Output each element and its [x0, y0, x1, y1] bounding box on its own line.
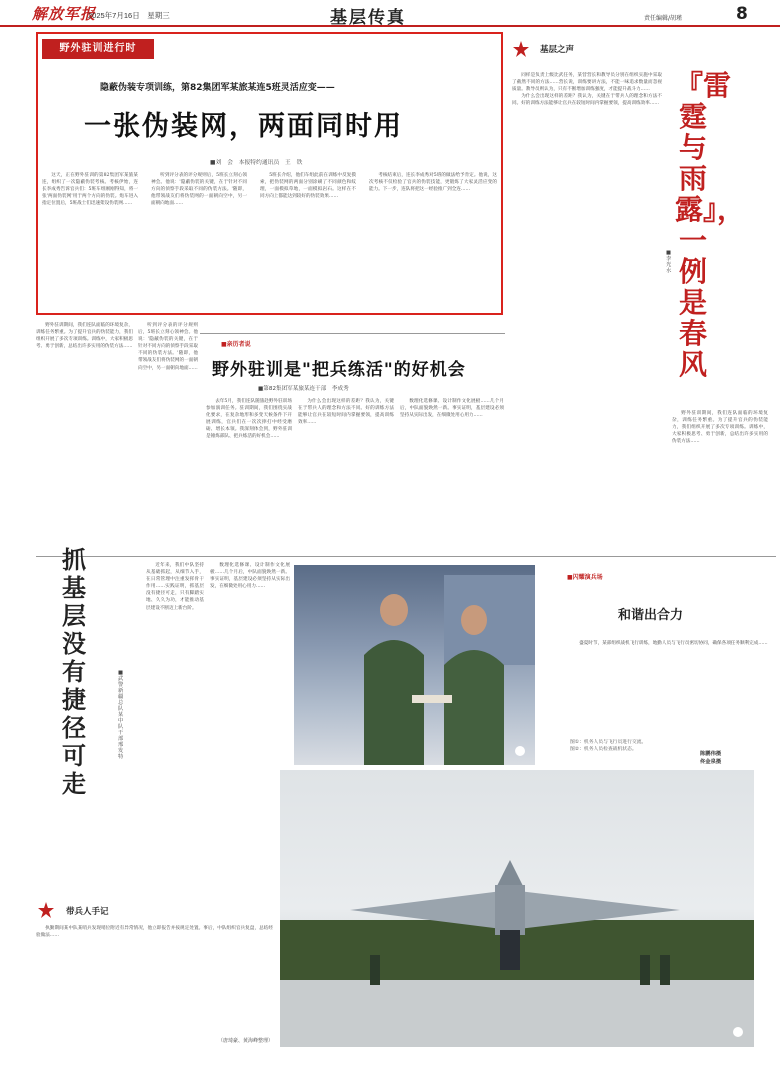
editor-credit: 责任编辑/胡瑾 [644, 15, 683, 22]
star-icon [36, 900, 62, 920]
lead-column-4: 考核结束后，连长李成秀对5班的做法给予肯定。他说，这次考核不仅检验了官兵的伪装技能，更锻炼了大家灵活应变的能力。下一步，连队将把这一经验推广到全连…… [369, 173, 497, 193]
photo-credits: 陈鹏伟摄 佟金泉摄 [700, 751, 722, 765]
left-vertical-headline: 抓基层没有捷径可走 [62, 546, 86, 798]
section-title: 基层传真 [330, 8, 406, 28]
feature-column-1: 去年5月，我们连队随旅赴野外驻训场参加演训任务。驻训期间，我们围绕实战化要求，在复杂地形和多变天候条件下开展训练，官兵们在一次次摔打中经受磨砺、增长本领。我深刻体会到，野外驻训是锤炼部队、把兵练活的好机会…… [206, 399, 292, 440]
flash-body: 盛夏时节，某部组织战机飞行训练，地勤人员与飞行员密切协同，确保各项任务顺利完成…… [579, 641, 768, 646]
lead-section-tag: 野外驻训进行时 [42, 39, 154, 59]
feature-column-2: 为什么会出现这样的差距？我认为，关键在于带兵人的理念和方法不同。好的训练方法能够让官兵在较短时间内掌握要领，提高训练效率…… [298, 399, 394, 426]
lead-byline: ■刘 会 本报特约通讯员 王 铁 [210, 160, 303, 166]
feature-headline: 野外驻训是"把兵练活"的好机会 [212, 360, 466, 380]
commander-notes-label: 带兵人手记 [66, 907, 109, 917]
feature-column-3: 数理化选修课、设计制作文化展板……几个月后，中队面貌焕然一新。事实证明，基层建设必须坚持从实际出发，在细微处用心用力…… [400, 399, 504, 419]
right-vertical-headline: 『雷霆与雨露』，一例是春风 [675, 69, 746, 381]
feature-byline: ■第82集团军某旅某连干部 李成秀 [258, 386, 349, 392]
left-column-body-2: 听到评分表的评分规则后，5班长立刻心领神会。他说：'隐蔽伪装的关键，在于针对不同方向的侦察手段采取不同的伪装方法。'随即，他带领战友们将伪装网的一面朝向空中，另一面朝向地面…… [138, 323, 198, 371]
flash-headline: 和谐出合力 [618, 608, 684, 623]
issue-date: 2025年7月16日 星期三 [88, 11, 170, 20]
page-header [0, 0, 780, 27]
left-lower-body-2: 数理化选修课、设计制作文化展板……几个月后，中队面貌焕然一新。事实证明，基层建设必须坚持从实际出发，在细微处用心用力…… [210, 563, 290, 590]
photo-officers [294, 565, 535, 765]
photo-caption: 图①：机务人员与飞行员进行交流。 图②：机务人员检查战机状态。 [570, 740, 647, 752]
lead-subtitle: 隐蔽伪装专项训练，第82集团军某旅某连5班灵活应变—— [100, 83, 335, 93]
right-column-body-2: 野外驻训期间，我们连队面临的环境复杂，训练任务繁重。为了提升官兵的伪装能力，我们组织开展了多次专项训练。训练中，大家积极思考、勇于创新，总结出许多实用的伪装方法…… [672, 411, 768, 445]
divider [36, 556, 776, 557]
lead-column-1: 这天，正在野外驻训的第82集团军某旅某连，组织了一次隐蔽伪装考核。考核伊始，连长李成秀告诉官兵们：5班车组刚刚得知，将一张'两面伪装网'用于两个方向的伪装。炮车进入指定位置后，5班战士们迅速架设伪装网…… [42, 173, 138, 207]
left-vertical-author: ■武警新疆总队某中队干部 邢发特 [118, 670, 129, 760]
left-column-body: 野外驻训期间，我们连队面临的环境复杂，训练任务繁重。为了提升官兵的伪装能力，我们组织开展了多次专项训练。训练中，大家积极思考、勇于创新，总结出许多实用的伪装方法…… [36, 323, 133, 350]
commander-notes-byline: （唐琦豪、黄海峰整理） [218, 1038, 274, 1044]
page-number: 8 [736, 4, 748, 24]
lead-column-3: 5班长介绍，他们车组此前在训练中反复摸索，把伪装网的两面分别涂刷了不同颜色和纹理，一面模拟草地，一面模拟岩石。这样在不同方向上都能达到较好的伪装效果…… [260, 173, 356, 200]
newspaper-masthead: 解放军报 [32, 5, 97, 23]
flash-section-tag: ■闪耀演兵场 [567, 574, 603, 581]
photo-fighter-jet [280, 770, 754, 1047]
divider [200, 333, 505, 334]
lead-headline: 一张伪装网，两面同时用 [84, 111, 403, 142]
lead-column-2: 听到评分表的评分规则后，5班长立刻心领神会。他说：'隐蔽伪装的关键，在于针对不同方向的侦察手段采取不同的伪装方法。'随即，他带领战友们将伪装网的一面朝向空中，另一面朝向地面…… [151, 173, 247, 207]
right-column-body: 同样是负责上级比武任务，某营营长和教导员分别在组织实施中采取了截然不同的方法……营长说，训练要讲方法，不能一味追求数量而忽视质量。教导员则认为，只有不断增加训练强度，才能提升战斗力…… 为什么会出现这样的差距？我认为，关键在于带兵人的理念和方法不同。好的训练方法能够让官兵在较短时间内掌握要领，提高训练效率…… [512, 73, 662, 107]
right-section-label: 基层之声 [540, 45, 575, 55]
commander-notes-body: 执勤期间某中队某哨兵发现哨位附近有异常情况，他立即报告并按规定处置。事后，中队组织官兵复盘，总结经验做法…… [36, 926, 273, 939]
feature-tag: ■亲历者说 [221, 341, 251, 348]
star-icon [512, 40, 530, 58]
right-vertical-author: ■李 光 水 [666, 250, 677, 274]
left-lower-body: 近年来，我们中队坚持从基础抓起，从细节入手，在日常管理中注重发挥骨干作用……实践证明，抓基层没有捷径可走，只有脚踏实地、久久为功，才能推动基层建设不断迈上新台阶。 [146, 563, 204, 611]
